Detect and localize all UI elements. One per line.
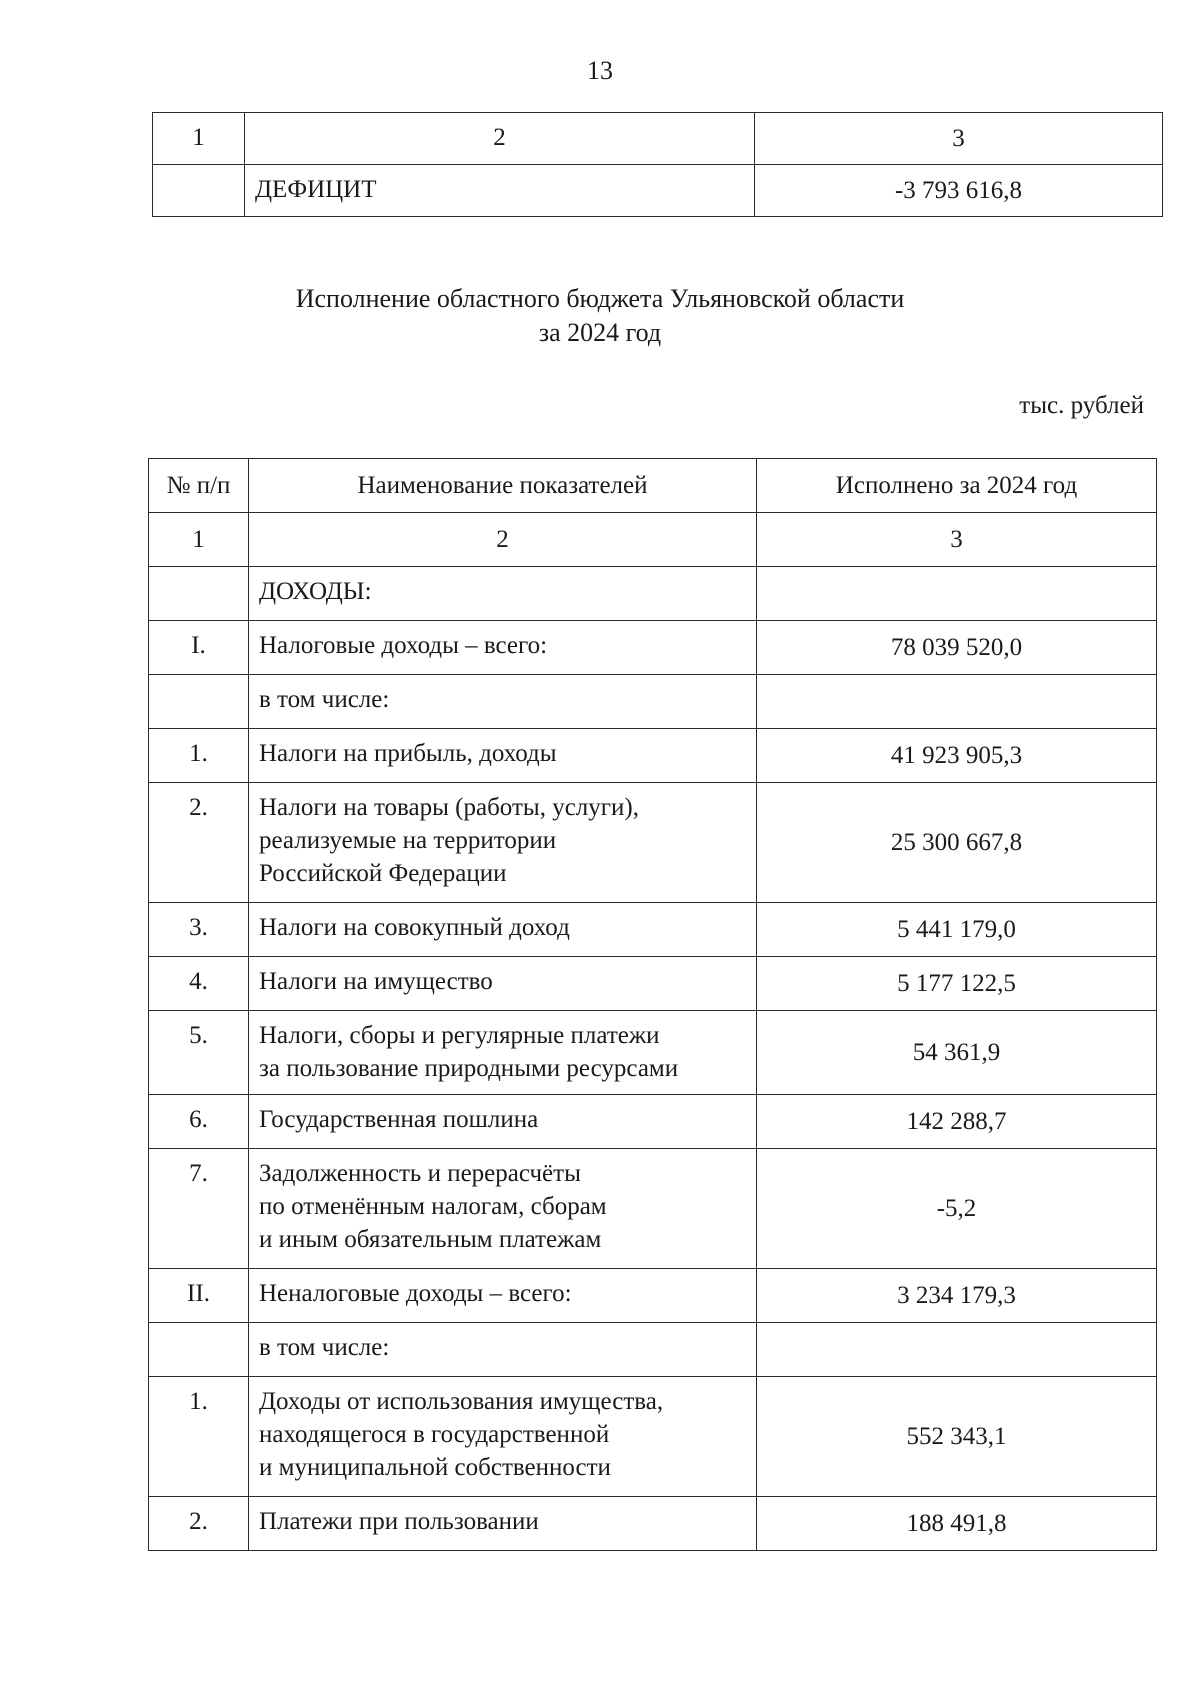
row-value: 41 923 905,3 xyxy=(757,729,1157,783)
row-value: 3 234 179,3 xyxy=(757,1269,1157,1323)
row-name: Налоговые доходы – всего: xyxy=(249,621,757,675)
deficit-label: ДЕФИЦИТ xyxy=(245,165,755,217)
column-number-1: 1 xyxy=(153,113,245,165)
table-row xyxy=(149,621,1157,675)
row-name: Доходы от использования имущества, находящегося в государственной и муниципальной собственности xyxy=(249,1377,757,1497)
row-value: 142 288,7 xyxy=(757,1095,1157,1149)
header-number: № п/п xyxy=(149,459,249,513)
row-value: -5,2 xyxy=(757,1149,1157,1269)
continuation-table xyxy=(152,112,1163,217)
row-number: 2. xyxy=(149,783,249,903)
title-line-2: за 2024 год xyxy=(538,318,662,347)
row-number: 4. xyxy=(149,957,249,1011)
row-name: в том числе: xyxy=(249,675,757,729)
row-name: Налоги на совокупный доход xyxy=(249,903,757,957)
table-row xyxy=(149,1323,1157,1377)
row-name: Налоги на имущество xyxy=(249,957,757,1011)
row-number: 1. xyxy=(149,729,249,783)
row-value: 25 300 667,8 xyxy=(757,783,1157,903)
document-title xyxy=(0,282,1200,350)
row-value xyxy=(757,675,1157,729)
row-name: Платежи при пользовании xyxy=(249,1497,757,1551)
column-number-2: 2 xyxy=(245,113,755,165)
title-line-1: Исполнение областного бюджета Ульяновской области xyxy=(295,284,905,313)
header-name: Наименование показателей xyxy=(249,459,757,513)
row-name: Налоги на товары (работы, услуги), реализуемые на территории Российской Федерации xyxy=(249,783,757,903)
budget-table xyxy=(148,458,1157,1551)
deficit-value: -3 793 616,8 xyxy=(755,165,1163,217)
row-name: Неналоговые доходы – всего: xyxy=(249,1269,757,1323)
row-number: 6. xyxy=(149,1095,249,1149)
row-value: 5 177 122,5 xyxy=(757,957,1157,1011)
column-number-3: 3 xyxy=(755,113,1163,165)
row-number xyxy=(153,165,245,217)
row-number: 5. xyxy=(149,1011,249,1095)
table-row xyxy=(149,1497,1157,1551)
table-row xyxy=(149,783,1157,903)
row-number: 3. xyxy=(149,903,249,957)
row-number: 2. xyxy=(149,1497,249,1551)
table-row xyxy=(149,903,1157,957)
row-number: 7. xyxy=(149,1149,249,1269)
row-name: Налоги на прибыль, доходы xyxy=(249,729,757,783)
units-label: тыс. рублей xyxy=(1019,392,1144,419)
row-value: 78 039 520,0 xyxy=(757,621,1157,675)
table-row xyxy=(149,675,1157,729)
row-number xyxy=(149,675,249,729)
row-number xyxy=(149,567,249,621)
table-row xyxy=(149,957,1157,1011)
row-number: I. xyxy=(149,621,249,675)
row-name: Задолженность и перерасчёты по отменённым налогам, сборам и иным обязательным платежам xyxy=(249,1149,757,1269)
row-name: Государственная пошлина xyxy=(249,1095,757,1149)
table-row xyxy=(149,1149,1157,1269)
row-number: 1. xyxy=(149,1377,249,1497)
row-number xyxy=(149,1323,249,1377)
table-row xyxy=(149,729,1157,783)
table-row xyxy=(149,1377,1157,1497)
table-row xyxy=(149,1011,1157,1095)
column-number-2: 2 xyxy=(249,513,757,567)
row-value: 54 361,9 xyxy=(757,1011,1157,1095)
column-number-3: 3 xyxy=(757,513,1157,567)
row-value: 552 343,1 xyxy=(757,1377,1157,1497)
row-value xyxy=(757,567,1157,621)
column-number-row xyxy=(153,113,1163,165)
row-value: 5 441 179,0 xyxy=(757,903,1157,957)
table-row xyxy=(149,1095,1157,1149)
row-number: II. xyxy=(149,1269,249,1323)
row-name: Налоги, сборы и регулярные платежи за пользование природными ресурсами xyxy=(249,1011,757,1095)
row-value xyxy=(757,1323,1157,1377)
column-number-1: 1 xyxy=(149,513,249,567)
table-row xyxy=(149,1269,1157,1323)
page-number: 13 xyxy=(587,56,613,85)
row-value: 188 491,8 xyxy=(757,1497,1157,1551)
row-name: ДОХОДЫ: xyxy=(249,567,757,621)
column-number-row xyxy=(149,513,1157,567)
table-row xyxy=(149,567,1157,621)
header-value: Исполнено за 2024 год xyxy=(757,459,1157,513)
deficit-row xyxy=(153,165,1163,217)
row-name: в том числе: xyxy=(249,1323,757,1377)
header-row xyxy=(149,459,1157,513)
